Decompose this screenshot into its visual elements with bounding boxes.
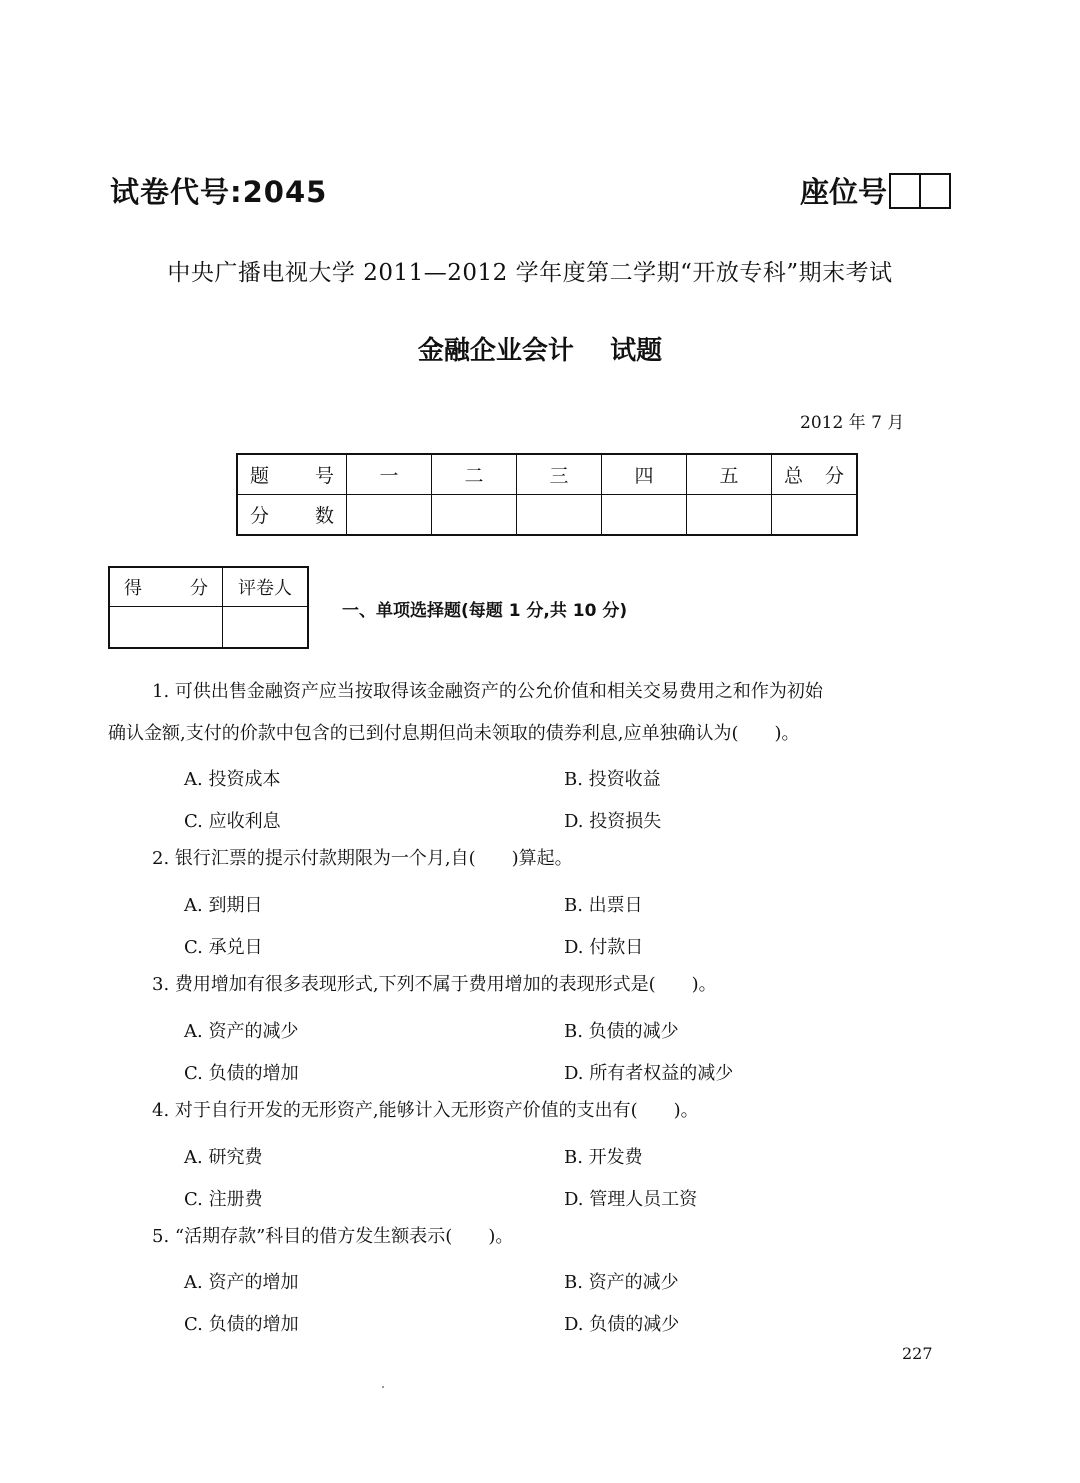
grader-name-cell [223,607,309,649]
exam-title: 中央广播电视大学 2011—2012 学年度第二学期“开放专科”期末考试 [167,260,893,286]
question-1-line-1: 1. 可供出售金融资产应当按取得该金融资产的公允价值和相关交易费用之和作为初始 [152,681,823,702]
exam-code-label: 试卷代号:2045 [110,175,328,209]
option: D. 付款日 [564,937,644,958]
option: B. 资产的减少 [564,1272,679,1293]
question-5: 5. “活期存款”科目的借方发生额表示( )。 [152,1226,514,1247]
score-table-header-row [237,454,857,495]
option: A. 投资成本 [184,769,281,790]
score-table [236,453,858,536]
score-table-header-cell: 总 分 [772,454,858,495]
grader-score-cell [109,607,223,649]
score-table-header-cell: 二 [432,454,517,495]
score-table-header-cell: 五 [687,454,772,495]
score-cell [517,495,602,536]
grader-name-label: 评卷人 [223,567,309,607]
seat-box [891,175,919,207]
option: B. 出票日 [564,895,643,916]
score-cell [602,495,687,536]
question-1-line-2: 确认金额,支付的价款中包含的已到付息期但尚未领取的债券利息,应单独确认为( )。 [108,723,800,744]
score-table-header-cell: 一 [347,454,432,495]
score-cell [772,495,858,536]
option: A. 资产的增加 [184,1272,299,1293]
option: C. 应收利息 [184,811,281,832]
option: C. 负债的增加 [184,1063,299,1084]
score-table-row-label: 分 数 [237,495,347,536]
score-table-header-cell: 三 [517,454,602,495]
option: D. 负债的减少 [564,1314,680,1335]
exam-date: 2012 年 7 月 [800,413,905,433]
option: A. 资产的减少 [184,1021,299,1042]
section-title: 一、单项选择题(每题 1 分,共 10 分) [342,601,628,621]
question-3: 3. 费用增加有很多表现形式,下列不属于费用增加的表现形式是( )。 [152,974,717,995]
option: B. 负债的减少 [564,1021,679,1042]
subject-title: 金融企业会计 试题 [417,336,663,366]
question-2: 2. 银行汇票的提示付款期限为一个月,自( )算起。 [152,848,573,869]
score-table-header-cell: 题 号 [237,454,347,495]
option: B. 开发费 [564,1147,643,1168]
option: D. 投资损失 [564,811,662,832]
scan-speck [382,1386,384,1388]
option: C. 负债的增加 [184,1314,299,1335]
grader-table-header-row [109,567,308,607]
seat-number [800,170,951,211]
seat-box [919,175,949,207]
option: C. 注册费 [184,1189,263,1210]
score-cell [687,495,772,536]
grader-table [108,566,309,649]
score-table-score-row [237,495,857,536]
option: D. 所有者权益的减少 [564,1063,734,1084]
seat-number-label: 座位号 [800,175,888,209]
score-cell [347,495,432,536]
seat-number-boxes [889,173,951,209]
grader-score-label: 得 分 [109,567,223,607]
option: C. 承兑日 [184,937,263,958]
score-table-header-cell: 四 [602,454,687,495]
score-cell [432,495,517,536]
option: A. 到期日 [184,895,263,916]
grader-table-body-row [109,607,308,649]
question-4: 4. 对于自行开发的无形资产,能够计入无形资产价值的支出有( )。 [152,1100,699,1121]
option: D. 管理人员工资 [564,1189,698,1210]
option: B. 投资收益 [564,769,661,790]
page-number: 227 [902,1344,933,1363]
option: A. 研究费 [184,1147,263,1168]
